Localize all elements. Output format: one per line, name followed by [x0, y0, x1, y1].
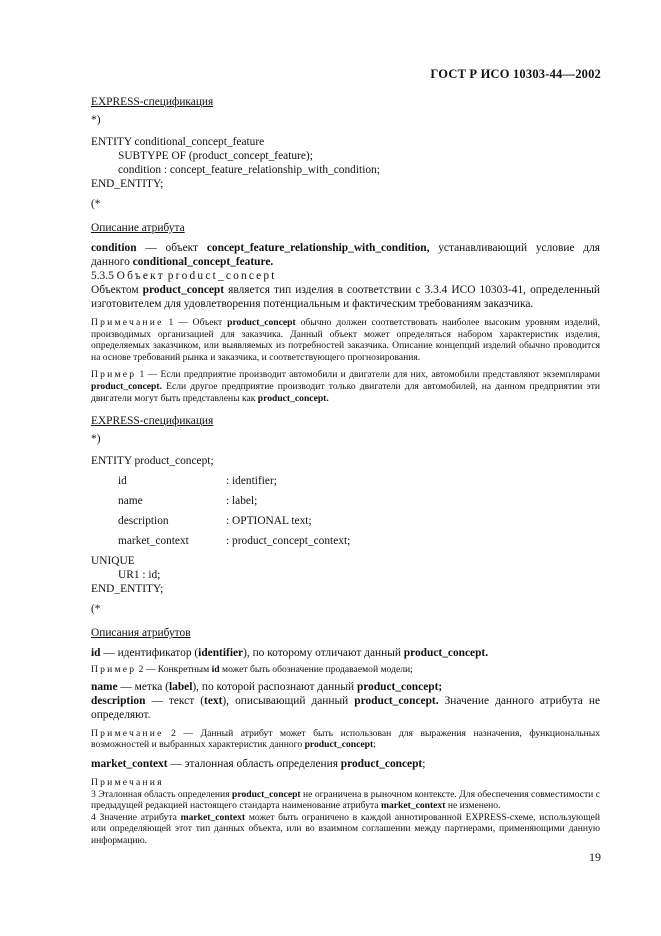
attr-heading-1: Описание атрибута: [91, 222, 185, 234]
express-close-1: (*: [91, 198, 101, 210]
intro-paragraph: Объектом product_concept является тип изделия в соответствии с 3.3.4 ИСО 10303-41, определенный изготовителем для удовлетворения потенциальным и фактическим требованиям заказчика.: [91, 284, 600, 310]
note-3: 3 Эталонная область определения product_concept не ограничена в рыночном контексте. Для обеспечения совместимости с предыдущей редакцией настоящего стандарта наименование атрибута market_context не изменено.: [91, 788, 601, 812]
express-heading-1: EXPRESS-спецификация: [91, 96, 214, 108]
example-2: Пример 2 — Конкретным id может быть обозначение продаваемой модели;: [91, 664, 413, 676]
attr-description-paragraph: description — текст (text), описывающий данный product_concept. Значение данного атрибута не определяют.: [91, 694, 601, 721]
attr-row-description: description : OPTIONAL text;: [118, 515, 312, 528]
note-1: Примечание 1 — Объект product_concept обычно должен соответствовать наиболее высоким уровням изделий, производимых организацией для заказчика. Данный объект может определяться набором характеристик изделия, определяемых заказчиком, или выявляемых из потребностей заказчика. Описание концепций изделий обычно проводится на основе требований рынка и заказчика, и соответствующего прогнозирования.: [91, 317, 600, 363]
ur1-line: UR1 : id;: [118, 569, 161, 582]
express-close-2: (*: [91, 603, 101, 616]
end-entity-2: END_ENTITY;: [91, 583, 164, 596]
page-number: 19: [589, 850, 601, 864]
subtype-line: SUBTYPE OF (product_concept_feature);: [118, 150, 313, 162]
express-heading-2: EXPRESS-спецификация: [91, 415, 214, 428]
unique-line: UNIQUE: [91, 555, 135, 568]
attr-name-paragraph: name — метка (label), по которой распознают данный product_concept;: [91, 680, 443, 693]
attr-row-market-context: market_context : product_concept_context;: [118, 535, 351, 548]
end-entity-1: END_ENTITY;: [91, 178, 164, 190]
page-body: [91, 95, 600, 847]
note-4: 4 Значение атрибута market_context может быть ограничено в каждой аннотированной EXPRESS-схеме, использующей или определяющей этот тип данных объекта, или во взаимном соглашении между партнерами, применяющими данную информацию.: [91, 811, 600, 846]
attr-market-context-paragraph: market_context — эталонная область определения product_concept;: [91, 757, 426, 770]
entity-line-1: ENTITY conditional_concept_feature: [91, 136, 265, 148]
express-open-1: *): [91, 114, 101, 126]
page-header: ГОСТ Р ИСО 10303-44—2002: [430, 67, 601, 81]
express-open-2: *): [91, 433, 101, 446]
attr-condition-paragraph: condition — объект concept_feature_relationship_with_condition, устанавливающий условие для данного conditional_concept_feature.: [91, 242, 601, 268]
section-title: 5.3.5 Объект product_concept: [91, 270, 277, 282]
notes-label: Примечания: [91, 776, 164, 788]
entity-line-2: ENTITY product_concept;: [91, 455, 214, 468]
attr-heading-2: Описания атрибутов: [91, 627, 191, 640]
attr-row-name: name : label;: [118, 495, 258, 508]
attr-id-paragraph: id — идентификатор (identifier), по которому отличают данный product_concept.: [91, 647, 489, 660]
attr-row-id: id : identifier;: [118, 475, 277, 488]
condition-line: condition : concept_feature_relationship_with_condition;: [118, 164, 380, 176]
note-2: Примечание 2 — Данный атрибут может быть использован для выражения назначения, функциональных возможностей и выбранных характеристик данного product_concept;: [91, 727, 600, 751]
example-1: Пример 1 — Если предприятие производит автомобили и двигатели для них, автомобили представляют экземплярами product_concept. Если другое предприятие производит только двигатели для автомобилей, на данном предприятии эти двигатели могут быть представлены как product_concept.: [91, 369, 600, 404]
